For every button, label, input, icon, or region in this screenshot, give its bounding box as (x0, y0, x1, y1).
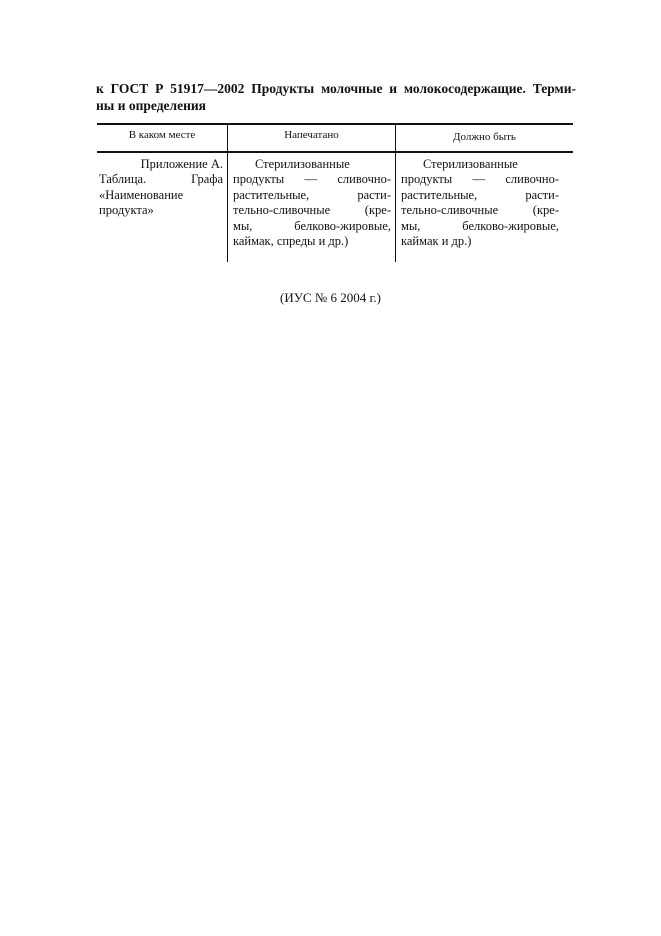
heading-line-2: ны и определения (96, 98, 206, 113)
table-top-rule (97, 123, 573, 125)
heading-line-1: к ГОСТ Р 51917—2002 Продукты молочные и молокосодержащие. Терми- (96, 81, 576, 96)
table-header-rule (97, 151, 573, 153)
table-cell-printed: Стерилизованные продукты — сливочно- растительные, расти- тельно-сливочные (кре- мы, белково-жировые, каймак, спреды и др.) (233, 157, 391, 249)
column-header-where: В каком месте (128, 129, 196, 141)
source-reference: (ИУС № 6 2004 г.) (280, 290, 381, 305)
table-cell-should-be: Стерилизованные продукты — сливочно- растительные, расти- тельно-сливочные (кре- мы, белково-жировые, каймак и др.) (401, 157, 559, 249)
table-cell-where: Приложение А. Таблица. Графа «Наименование продукта» (99, 157, 223, 218)
column-divider-1 (227, 123, 228, 262)
column-divider-2 (395, 123, 396, 262)
amendment-heading (96, 80, 576, 114)
column-header-printed: Напечатано (284, 129, 339, 141)
column-header-should-be: Должно быть (453, 131, 516, 143)
